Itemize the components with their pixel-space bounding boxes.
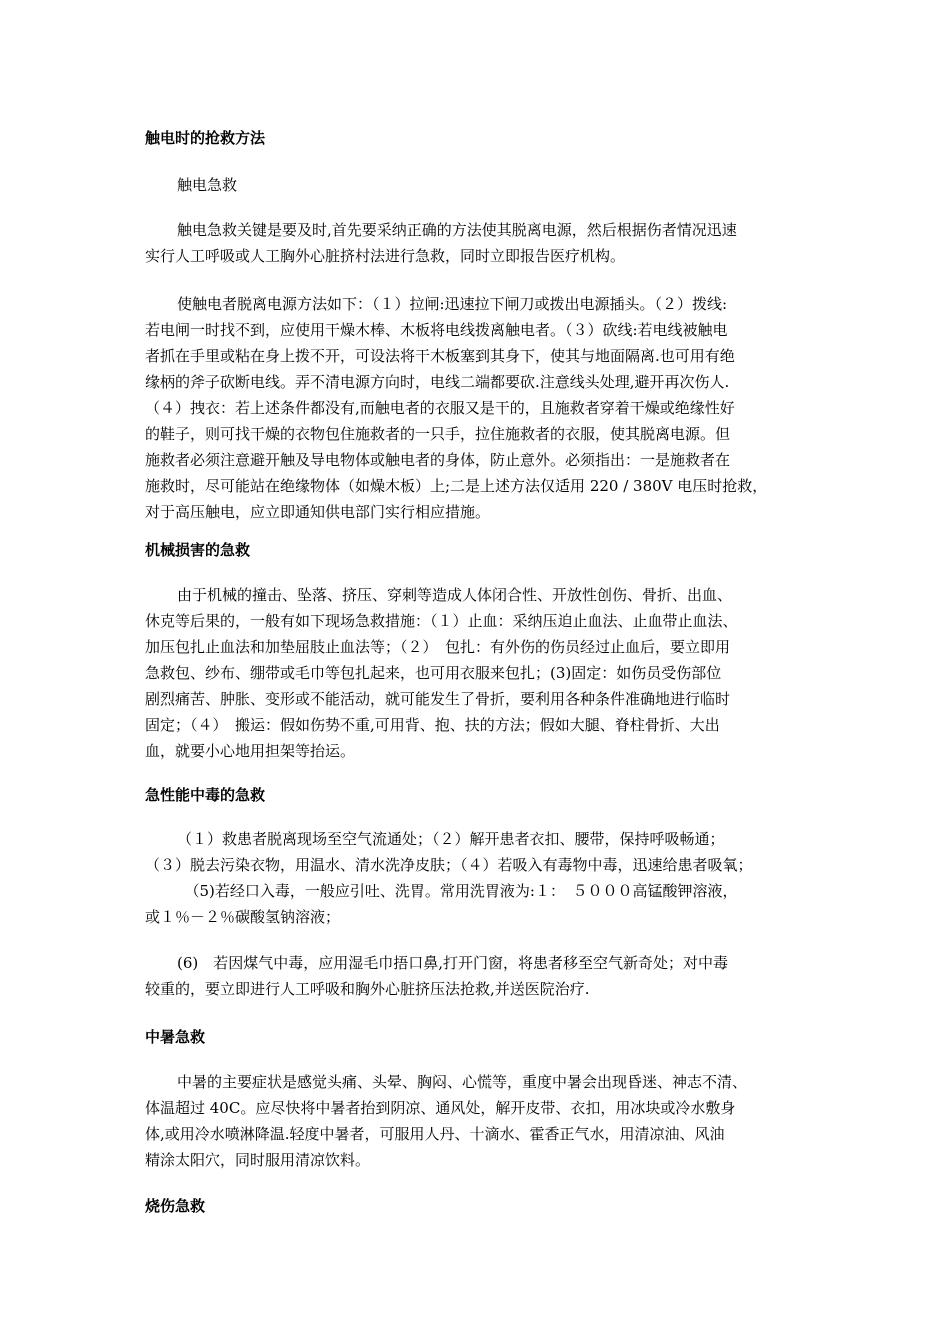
section-heading-burns: 烧伤急救 (145, 1197, 206, 1215)
text-line: 血，就要小心地用担架等抬运。 (145, 742, 356, 760)
text-line: 中暑的主要症状是感觉头痛、头晕、胸闷、心慌等，重度中暑会出现昏迷、神志不清、 (177, 1073, 748, 1091)
text-line: （３）脱去污染衣物，用温水、清水洗净皮肤；（４）若吸入有毒物中毒，迅速给患者吸氧； (145, 856, 753, 874)
text-line: 体,或用冷水喷淋降温.轻度中暑者，可服用人丹、十滴水、霍香正气水，用清凉油、风油 (145, 1125, 725, 1143)
text-line: 对于高压触电，应立即通知供电部门实行相应措施。 (145, 503, 491, 521)
text-line: 使触电者脱离电源方法如下：（１）拉闸:迅速拉下闸刀或拨出电源插头。（２）拨线: (177, 295, 728, 313)
text-line: 精涂太阳穴，同时服用清凉饮料。 (145, 1151, 371, 1169)
paragraph-mechanical-injury (145, 582, 810, 764)
text-line: 剧烈痛苦、肿胀、变形或不能活动，就可能发生了骨折，要利用各种条件准确地进行临时 (145, 690, 731, 708)
text-line: 者抓在手里或粘在身上拨不开，可设法将干木板塞到其身下，使其与地面隔离.也可用有绝 (145, 347, 735, 365)
text-line: 固定；（４） 搬运：假如伤势不重,可用背、抱、扶的方法；假如大腿、脊柱骨折、大出 (145, 716, 720, 734)
text-line: 缘柄的斧子砍断电线。弄不清电源方向时，电线二端都要砍.注意线头处理,避开再次伤人. (145, 373, 730, 391)
text-line: 较重的，要立即进行人工呼吸和胸外心脏挤压法抢救,并送医院治疗. (145, 980, 590, 998)
text-line: 体温超过 40C。应尽快将中暑者抬到阴凉、通风处，解开皮带、衣扣，用冰块或冷水敷身 (145, 1099, 736, 1117)
text-line: 施救时，尽可能站在绝缘物体（如燥木板）上;二是上述方法仅适用 220 / 380V 电压时抢救， (145, 477, 768, 495)
section-heading-acute-poisoning: 急性能中毒的急救 (145, 786, 266, 804)
text-line: (6) 若因煤气中毒，应用湿毛巾捂口鼻,打开门窗，将患者移至空气新奇处；对中毒 (177, 954, 729, 972)
paragraph-acute-poisoning-steps (145, 826, 810, 930)
paragraph-gas-poisoning (145, 950, 810, 1002)
section-heading-electric-shock: 触电时的抢救方法 (145, 129, 266, 147)
text-line: 或１％－２％碳酸氢钠溶液； (145, 908, 341, 926)
text-line: （４）拽衣：若上述条件都没有,而触电者的衣服又是干的，且施救者穿着干燥或绝缘性好 (145, 399, 735, 417)
text-line: 急救包、纱布、绷带或毛巾等包扎起来，也可用衣服来包扎；(3)固定：如伤员受伤部位 (145, 664, 722, 682)
text-line: 实行人工呼吸或人工胸外心脏挤村法进行急救，同时立即报告医疗机构。 (145, 247, 626, 265)
text-line: 由于机械的撞击、坠落、挤压、穿刺等造成人体闭合性、开放性创伤、骨折、出血、 (177, 586, 733, 604)
paragraph-heatstroke (145, 1069, 810, 1173)
section-subtitle-electric-shock-aid: 触电急救 (177, 176, 238, 194)
text-line: 施救者必须注意避开触及导电物体或触电者的身体，防止意外。必须指出：一是施救者在 (145, 451, 731, 469)
section-heading-mechanical-injury: 机械损害的急救 (145, 541, 251, 559)
text-line: 若电闸一时找不到，应使用干燥木棒、木板将电线拨离触电者。（３）砍线:若电线被触电 (145, 321, 728, 339)
text-line: （5)若经口入毒，一般应引吐、洗胃。常用洗胃液为:１： ５０００高锰酸钾溶液， (177, 882, 738, 900)
text-line: 触电急救关键是要及时,首先要采纳正确的方法使其脱离电源，然后根据伤者情况迅速 (177, 221, 737, 239)
text-line: 休克等后果的，一般有如下现场急救措施：（１）止血：采纳压迫止血法、止血带止血法、 (145, 612, 738, 630)
text-line: 加压包扎止血法和加垫屈肢止血法等；（２） 包扎：有外伤的伤员经过止血后，要立即用 (145, 638, 731, 656)
paragraph-electric-shock-intro (145, 217, 810, 269)
section-heading-heatstroke: 中暑急救 (145, 1028, 206, 1046)
paragraph-electric-shock-methods (145, 291, 810, 525)
text-line: （１）救患者脱离现场至空气流通处；（２）解开患者衣扣、腰带，保持呼吸畅通； (177, 830, 725, 848)
text-line: 的鞋子，则可找干燥的衣物包住施救者的一只手，拉住施救者的衣服，使其脱离电源。但 (145, 425, 731, 443)
